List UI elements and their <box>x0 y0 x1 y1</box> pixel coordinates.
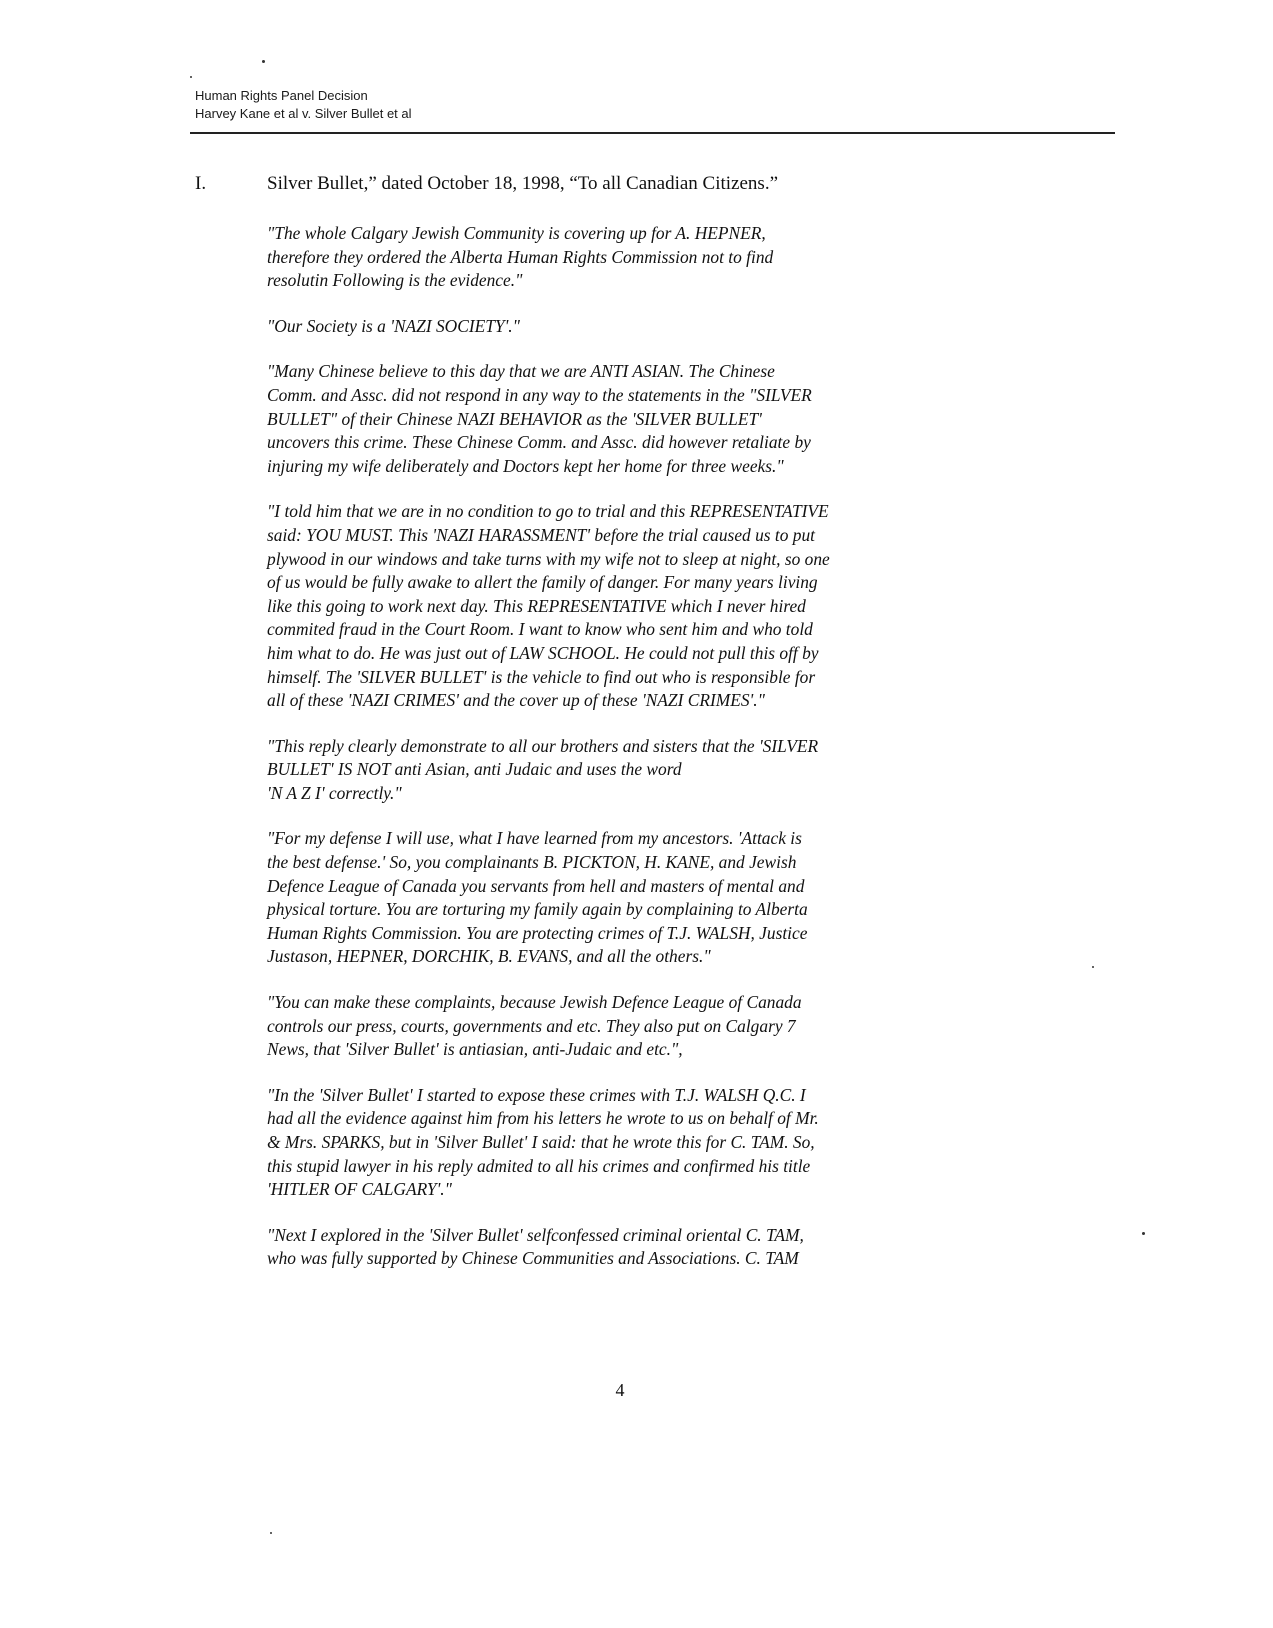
running-header <box>195 87 412 123</box>
quote-line: 'N A Z I' correctly." <box>267 782 402 803</box>
quote-line: injuring my wife deliberately and Doctors kept her home for three weeks." <box>267 455 784 476</box>
quote-line: this stupid lawyer in his reply admited to all his crimes and confirmed his title <box>267 1155 811 1176</box>
quote-line: resolutin Following is the evidence." <box>267 270 523 291</box>
quote-block <box>267 1224 1002 1271</box>
header-rule <box>190 132 1115 134</box>
quote-line: "In the 'Silver Bullet' I started to expose these crimes with T.J. WALSH Q.C. I <box>267 1084 806 1105</box>
quote-line: uncovers this crime. These Chinese Comm. and Assc. did however retaliate by <box>267 432 811 453</box>
quote-line: "Next I explored in the 'Silver Bullet' selfconfessed criminal oriental C. TAM, <box>267 1224 804 1245</box>
header-title: Human Rights Panel Decision <box>195 88 368 103</box>
quote-line: 'HITLER OF CALGARY'." <box>267 1179 452 1200</box>
quote-line: all of these 'NAZI CRIMES' and the cover up of these 'NAZI CRIMES'." <box>267 690 765 711</box>
quote-line: "This reply clearly demonstrate to all our brothers and sisters that the 'SILVER <box>267 735 819 756</box>
quote-line: like this going to work next day. This REPRESENTATIVE which I never hired <box>267 595 806 616</box>
quote-line: Human Rights Commission. You are protecting crimes of T.J. WALSH, Justice <box>267 922 808 943</box>
quote-line: said: YOU MUST. This 'NAZI HARASSMENT' before the trial caused us to put <box>267 524 815 545</box>
quote-line: the best defense.' So, you complainants B. PICKTON, H. KANE, and Jewish <box>267 852 797 873</box>
scan-speck <box>190 76 192 78</box>
quote-block <box>267 315 1002 339</box>
quote-line: who was fully supported by Chinese Communities and Associations. C. TAM <box>267 1248 799 1269</box>
scan-speck <box>262 60 265 63</box>
quote-line: of us would be fully awake to allert the family of danger. For many years living <box>267 572 818 593</box>
quote-block <box>267 991 1002 1062</box>
quote-block <box>267 827 1002 969</box>
item-number: I. <box>195 173 207 194</box>
item-intro: Silver Bullet,” dated October 18, 1998, “To all Canadian Citizens.” <box>267 173 779 194</box>
scan-speck <box>1142 1232 1145 1235</box>
quote-line: News, that 'Silver Bullet' is antiasian, anti-Judaic and etc.", <box>267 1039 683 1060</box>
quote-block <box>267 1084 1002 1202</box>
quote-line: "For my defense I will use, what I have learned from my ancestors. 'Attack is <box>267 828 802 849</box>
header-case-name: Harvey Kane et al v. Silver Bullet et al <box>195 106 412 121</box>
quote-block <box>267 500 1002 712</box>
quote-line: controls our press, courts, governments and etc. They also put on Calgary 7 <box>267 1015 796 1036</box>
quote-line: plywood in our windows and take turns with my wife not to sleep at night, so one <box>267 548 830 569</box>
quote-line: had all the evidence against him from his letters he wrote to us on behalf of Mr. <box>267 1108 819 1129</box>
quote-line: BULLET" of their Chinese NAZI BEHAVIOR as the 'SILVER BULLET' <box>267 408 762 429</box>
scan-speck <box>1092 966 1094 968</box>
page-number: 4 <box>615 1380 625 1400</box>
quote-line: himself. The 'SILVER BULLET' is the vehicle to find out who is responsible for <box>267 666 816 687</box>
quote-line: physical torture. You are torturing my family again by complaining to Alberta <box>267 899 808 920</box>
quote-line: therefore they ordered the Alberta Human Rights Commission not to find <box>267 246 774 267</box>
quote-line: Justason, HEPNER, DORCHIK, B. EVANS, and all the others." <box>267 946 711 967</box>
quote-line: commited fraud in the Court Room. I want to know who sent him and who told <box>267 619 813 640</box>
quote-line: "I told him that we are in no condition to go to trial and this REPRESENTATIVE <box>267 501 829 522</box>
quote-line: Comm. and Assc. did not respond in any way to the statements in the "SILVER <box>267 384 812 405</box>
quote-line: "Many Chinese believe to this day that we are ANTI ASIAN. The Chinese <box>267 361 775 382</box>
quote-line: & Mrs. SPARKS, but in 'Silver Bullet' I said: that he wrote this for C. TAM. So, <box>267 1132 815 1152</box>
quote-line: "Our Society is a 'NAZI SOCIETY'." <box>267 315 520 336</box>
quote-line: him what to do. He was just out of LAW SCHOOL. He could not pull this off by <box>267 642 819 663</box>
quote-line: "You can make these complaints, because Jewish Defence League of Canada <box>267 992 802 1013</box>
quote-line: "The whole Calgary Jewish Community is covering up for A. HEPNER, <box>267 223 766 243</box>
scan-speck <box>270 1532 272 1534</box>
quote-line: Defence League of Canada you servants from hell and masters of mental and <box>267 875 805 896</box>
quote-block <box>267 735 1002 806</box>
quote-line: BULLET' IS NOT anti Asian, anti Judaic and uses the word <box>267 759 682 780</box>
quoted-passages <box>267 222 1002 1293</box>
quote-block <box>267 222 1002 293</box>
quote-block <box>267 360 1002 478</box>
